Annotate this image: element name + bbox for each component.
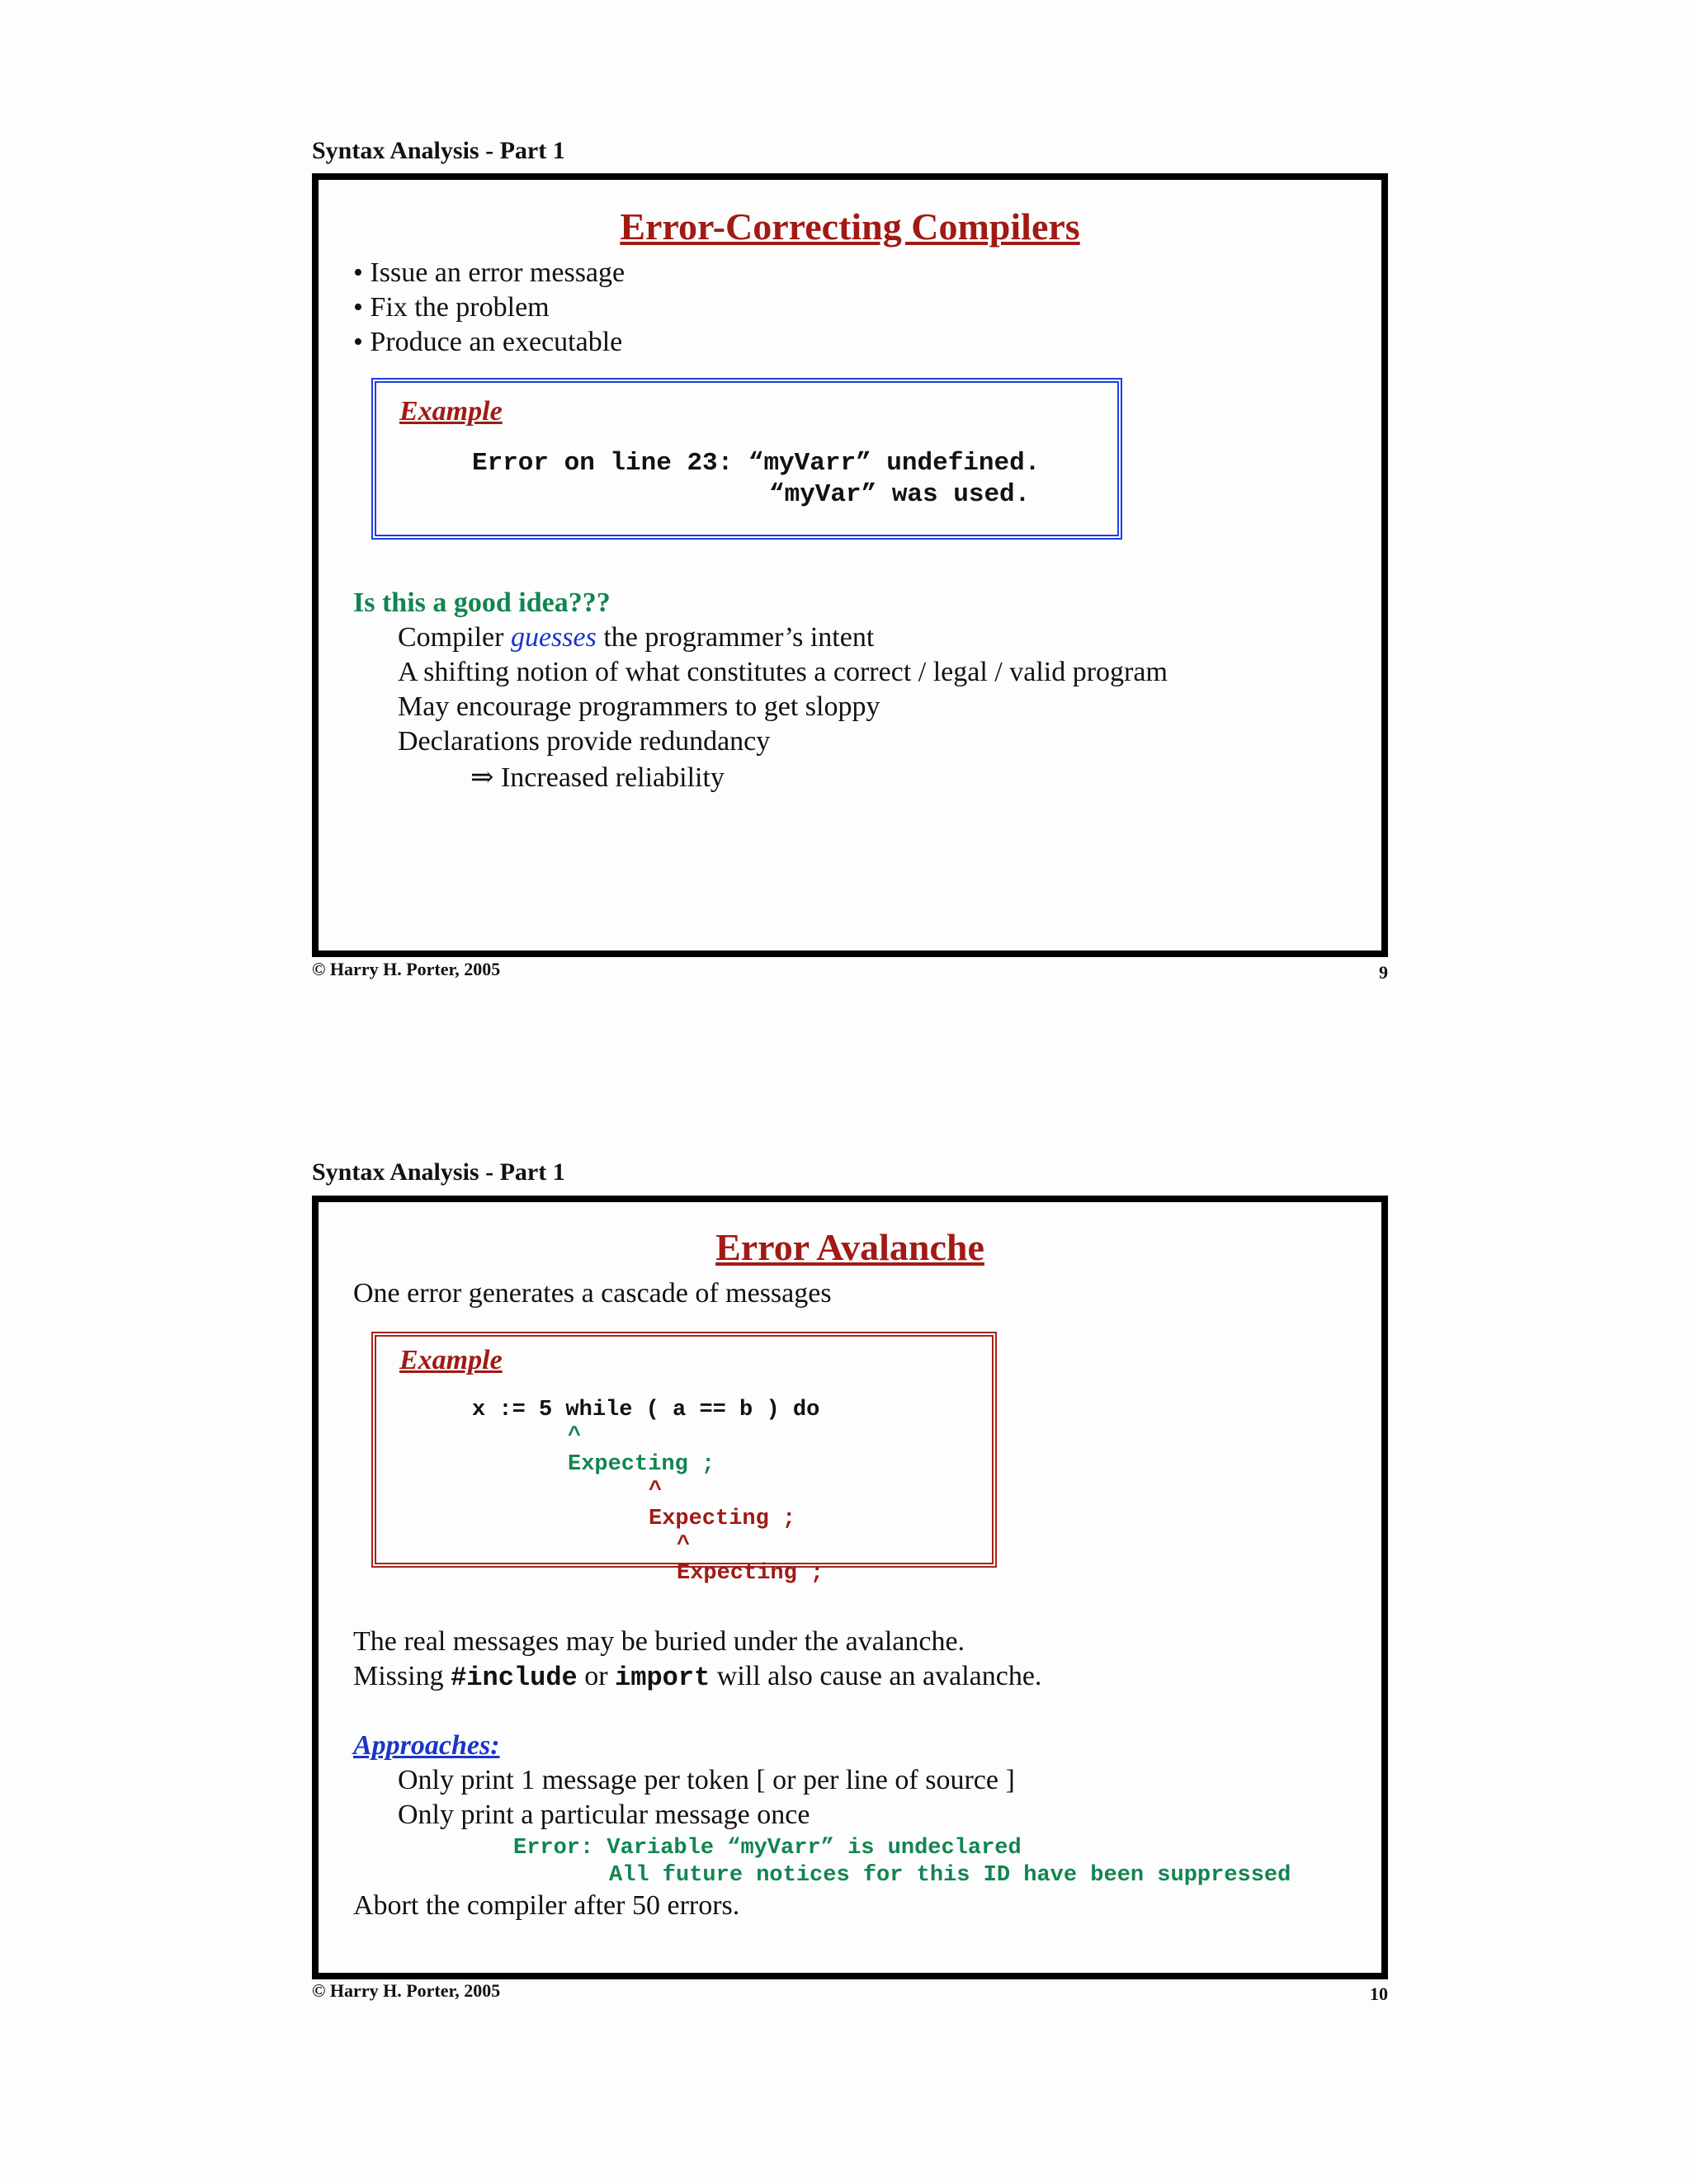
body-text: The real messages may be buried under the avalanche.	[353, 1626, 965, 1657]
page-number: 10	[1370, 1984, 1388, 2004]
bullet-item: • Produce an executable	[353, 327, 623, 357]
body-text-segment: Missing	[353, 1661, 451, 1691]
example-label: Example	[399, 396, 503, 427]
example-box	[371, 378, 1122, 540]
point-subitem: ⇒ Increased reliability	[470, 762, 725, 793]
expecting-message: Expecting ;	[677, 1561, 824, 1586]
point-text: Compiler	[398, 622, 511, 653]
approach-item: Only print a particular message once	[398, 1800, 810, 1830]
bullet-item: • Fix the problem	[353, 292, 550, 323]
slide-frame	[312, 173, 1388, 957]
expecting-message: Expecting ;	[649, 1507, 796, 1531]
example-code-line: “myVar” was used.	[769, 480, 1031, 509]
example-label: Example	[399, 1345, 503, 1375]
example-box	[371, 1332, 997, 1586]
sample-message: All future notices for this ID have been suppressed	[609, 1863, 1291, 1888]
approaches-heading: Approaches:	[353, 1730, 500, 1761]
approach-item: Only print 1 message per token [ or per line of source ]	[398, 1765, 1015, 1795]
footer-copyright: © Harry H. Porter, 2005	[312, 959, 501, 979]
slide-title: Error Avalanche	[715, 1226, 984, 1268]
page-number: 9	[1379, 962, 1388, 983]
point-item	[398, 622, 874, 653]
bullet-item: • Issue an error message	[353, 257, 625, 288]
slide-header: Syntax Analysis - Part 1	[312, 1158, 565, 1186]
approach-item: Abort the compiler after 50 errors.	[353, 1890, 740, 1921]
inline-code: import	[615, 1663, 710, 1693]
body-text-segment: or	[577, 1661, 616, 1691]
slide-frame	[312, 1196, 1388, 1979]
example-code-line: x := 5 while ( a == b ) do	[472, 1398, 820, 1422]
body-text-segment: will also cause an avalanche.	[710, 1661, 1042, 1691]
intro-text: One error generates a cascade of messages	[353, 1278, 832, 1309]
emphasis-text: guesses	[510, 622, 597, 653]
caret-marker: ^	[568, 1424, 582, 1449]
point-item: Declarations provide redundancy	[398, 726, 771, 757]
question-heading: Is this a good idea???	[353, 587, 611, 618]
point-item: A shifting notion of what constitutes a correct / legal / valid program	[398, 657, 1168, 687]
body-text	[353, 1661, 1041, 1693]
footer-copyright: © Harry H. Porter, 2005	[312, 1980, 501, 2001]
slide-header: Syntax Analysis - Part 1	[312, 137, 565, 164]
expecting-message: Expecting ;	[568, 1452, 715, 1477]
inline-code: #include	[451, 1663, 578, 1693]
slide-title: Error-Correcting Compilers	[620, 205, 1080, 248]
sample-message: Error: Variable “myVarr” is undeclared	[513, 1836, 1022, 1861]
example-code-line: Error on line 23: “myVarr” undefined.	[472, 449, 1041, 478]
point-text: the programmer’s intent	[596, 622, 875, 653]
caret-marker: ^	[677, 1533, 691, 1558]
point-item: May encourage programmers to get sloppy	[398, 691, 880, 722]
caret-marker: ^	[649, 1479, 663, 1503]
